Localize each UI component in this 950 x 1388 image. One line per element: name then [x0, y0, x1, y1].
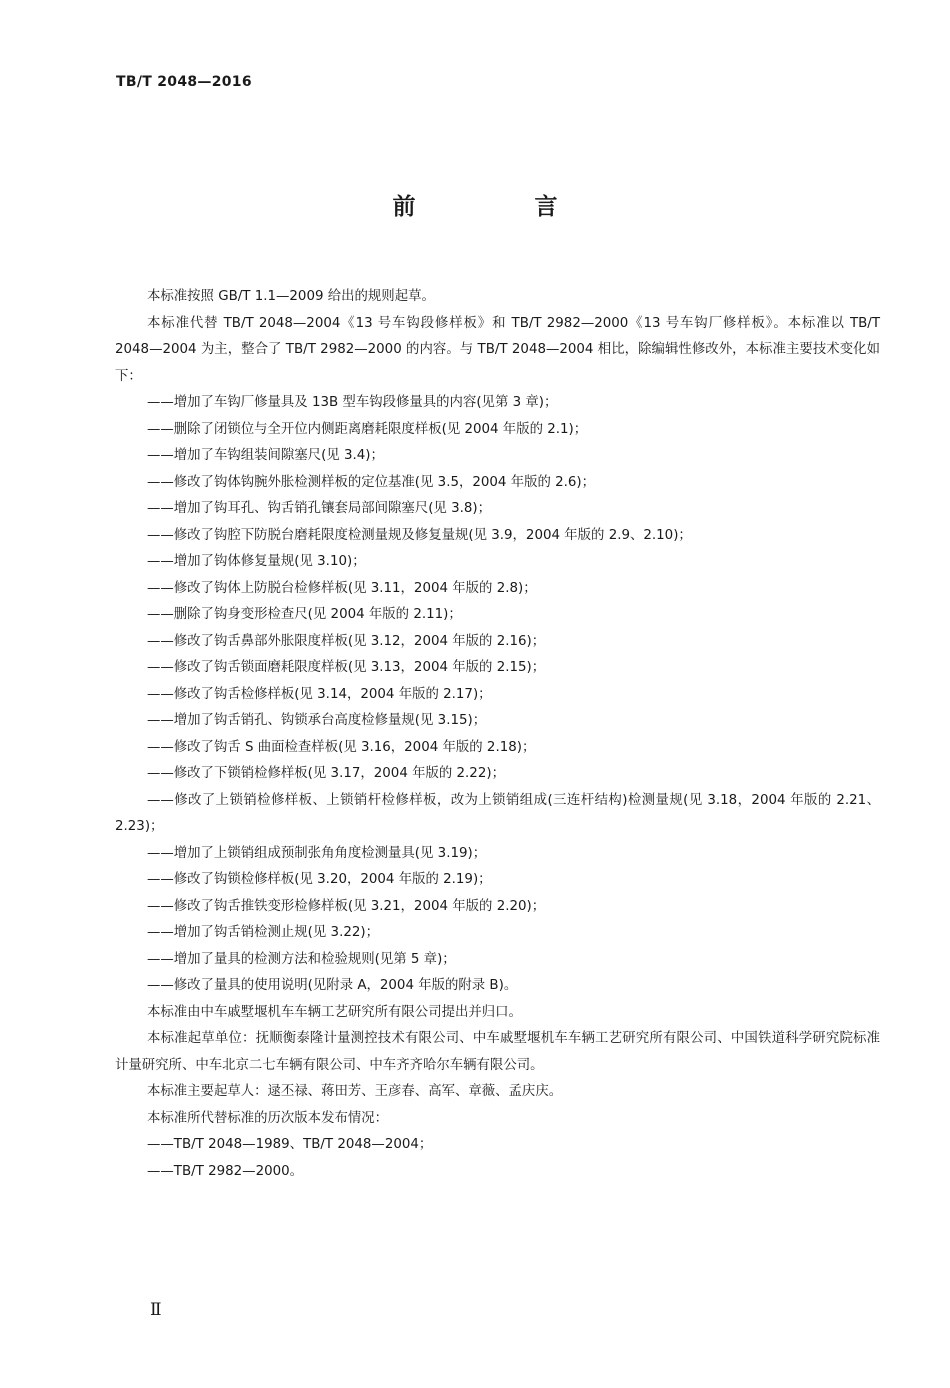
change-item: ——修改了量具的使用说明(见附录 A，2004 年版的附录 B)。	[147, 978, 518, 993]
change-item: ——增加了钩舌销检测止规(见 3.22)；	[147, 925, 379, 940]
history-item: ——TB/T 2048—1989、TB/T 2048—2004；	[147, 1137, 433, 1152]
change-item: ——增加了钩舌销孔、钩锁承台高度检修量规(见 3.15)；	[147, 713, 487, 728]
change-item: ——修改了上锁销检修样板、上锁销杆检修样板，改为上锁销组成(三连杆结构)检测量规(见 3.18，2004 年版的 2.21、2.23)；	[115, 792, 880, 834]
change-item: ——修改了钩体钩腕外胀检测样板的定位基准(见 3.5，2004 年版的 2.6)；	[147, 474, 596, 490]
change-item: ——增加了车钩组装间隙塞尺(见 3.4)；	[147, 448, 384, 463]
history-item: ——TB/T 2982—2000。	[147, 1163, 304, 1179]
change-item: ——删除了钩身变形检查尺(见 2004 年版的 2.11)；	[147, 607, 462, 622]
change-item: ——修改了钩舌 S 曲面检查样板(见 3.16，2004 年版的 2.18)；	[147, 739, 536, 755]
closing-paragraph: 本标准起草单位：抚顺衡泰隆计量测控技术有限公司、中车戚墅堰机车车辆工艺研究所有限公司、中国铁道科学研究院标准计量研究所、中车北京二七车辆有限公司、中车齐齐哈尔车辆有限公司。	[115, 1031, 880, 1073]
change-item: ——增加了钩耳孔、钩舌销孔镶套局部间隙塞尺(见 3.8)；	[147, 501, 491, 516]
change-item: ——修改了钩舌鼻部外胀限度样板(见 3.12，2004 年版的 2.16)；	[147, 633, 546, 649]
change-item: ——修改了下锁销检修样板(见 3.17，2004 年版的 2.22)；	[147, 766, 505, 781]
intro-paragraph: 本标准代替 TB/T 2048—2004《13 号车钩段修样板》和 TB/T 2982—2000《13 号车钩厂修样板》。本标准以 TB/T 2048—2004 为主，整合了 TB/T 2982—2000 的内容。与 TB/T 2048—2004 相比，除编辑性修改外，本标准主要技术变化如下：	[115, 315, 880, 384]
change-item: ——增加了量具的检测方法和检验规则(见第 5 章)；	[147, 951, 456, 967]
change-item: ——修改了钩舌检修样板(见 3.14，2004 年版的 2.17)；	[147, 686, 492, 702]
document-body	[115, 284, 880, 1185]
change-item: ——增加了钩体修复量规(见 3.10)；	[147, 554, 366, 569]
change-item: ——修改了钩锁检修样板(见 3.20，2004 年版的 2.19)；	[147, 872, 492, 887]
change-item: ——修改了钩舌锁面磨耗限度样板(见 3.13，2004 年版的 2.15)；	[147, 660, 546, 675]
change-item: ——增加了上锁销组成预制张角角度检测量具(见 3.19)；	[147, 845, 487, 861]
closing-paragraph: 本标准由中车戚墅堰机车车辆工艺研究所有限公司提出并归口。	[147, 1004, 522, 1020]
closing-paragraph: 本标准所代替标准的历次版本发布情况：	[147, 1110, 389, 1126]
change-item: ——修改了钩舌推铁变形检修样板(见 3.21，2004 年版的 2.20)；	[147, 898, 546, 914]
change-item: ——修改了钩体上防脱台检修样板(见 3.11，2004 年版的 2.8)；	[147, 580, 537, 596]
closing-paragraph: 本标准主要起草人：逯丕禄、蒋田芳、王彦春、高军、章薇、孟庆庆。	[147, 1084, 563, 1099]
change-item: ——增加了车钩厂修量具及 13B 型车钩段修量具的内容(见第 3 章)；	[147, 395, 558, 410]
change-item: ——删除了闭锁位与全开位内侧距离磨耗限度样板(见 2004 年版的 2.1)；	[147, 421, 588, 437]
change-item: ——修改了钩腔下防脱台磨耗限度检测量规及修复量规(见 3.9，2004 年版的 2.9、2.10)；	[147, 527, 692, 543]
intro-paragraph: 本标准按照 GB/T 1.1—2009 给出的规则起草。	[147, 289, 435, 304]
page-title: 前 言	[392, 193, 606, 220]
page-number: Ⅱ	[150, 1300, 162, 1320]
standard-code: TB/T 2048—2016	[116, 74, 252, 90]
